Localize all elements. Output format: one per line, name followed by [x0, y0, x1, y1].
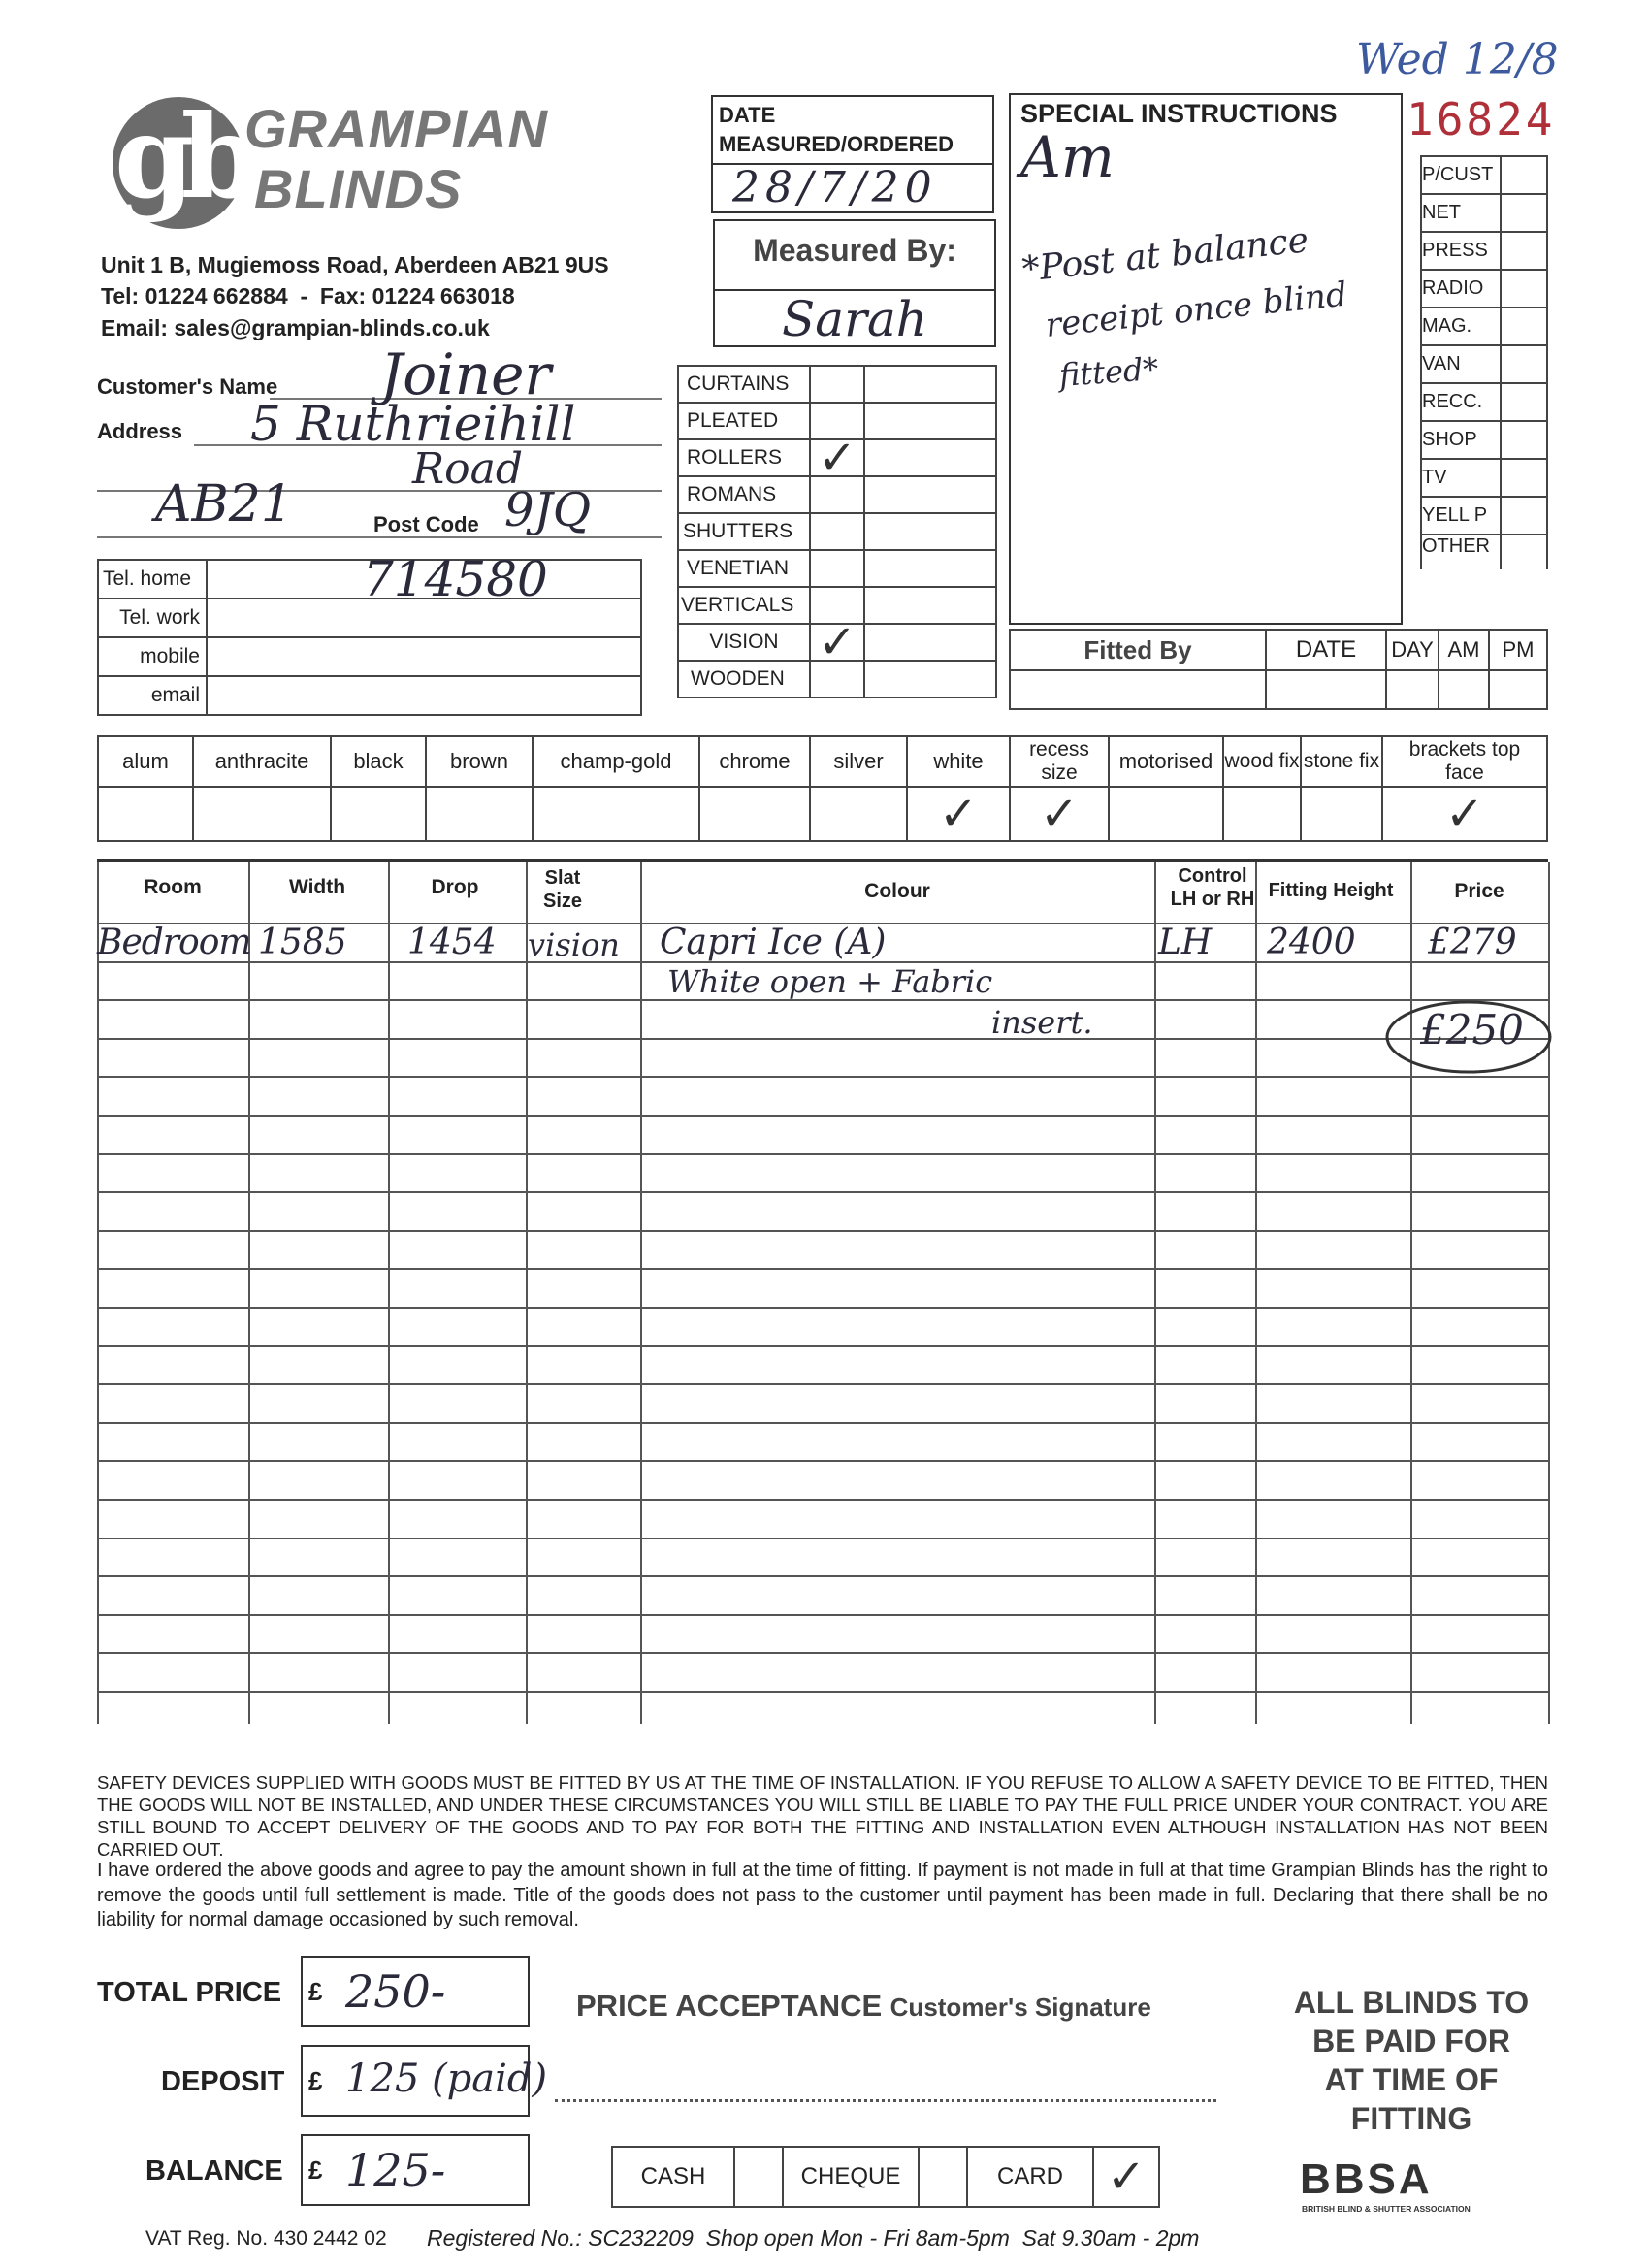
postcode-value: 9JQ: [504, 483, 592, 537]
table-column-line: [1548, 862, 1550, 1724]
table-row-line: [97, 1076, 1548, 1078]
signature-line[interactable]: [555, 2099, 1216, 2102]
vat-number: VAT Reg. No. 430 2442 02: [146, 2227, 387, 2250]
payment-card-label[interactable]: CARD: [967, 2147, 1093, 2207]
option-label: chrome: [699, 736, 810, 787]
source-label: OTHER: [1421, 535, 1501, 569]
balance-value: 125-: [345, 2144, 446, 2196]
logo-mark-text: gb: [114, 89, 248, 224]
bbsa-caption: BRITISH BLIND & SHUTTER ASSOCIATION: [1302, 2204, 1471, 2214]
row-price: £250: [1420, 1006, 1524, 1053]
column-header-colour: Colour: [864, 880, 930, 902]
fitted-by-table: [1009, 629, 1548, 710]
payment-table: [611, 2146, 1160, 2208]
source-label: TV: [1421, 459, 1501, 497]
table-row-line: [97, 1422, 1548, 1424]
notice-line4: FITTING: [1350, 2101, 1472, 2136]
total-price-value: 250-: [345, 1965, 446, 2018]
table-row-line: [97, 1614, 1548, 1616]
table-row-line: [97, 1307, 1548, 1309]
option-label: brackets top face: [1382, 736, 1547, 787]
table-column-line: [97, 862, 99, 1724]
signature-label: Customer's Signature: [889, 1993, 1151, 2022]
balance-label: BALANCE: [146, 2155, 283, 2187]
phone-label: mobile: [98, 637, 207, 676]
option-check: [1223, 787, 1301, 841]
notice-line2: BE PAID FOR: [1312, 2024, 1510, 2058]
option-label: motorised: [1109, 736, 1223, 787]
bbsa-logo: BBSA: [1300, 2155, 1433, 2203]
table-column-line: [1154, 862, 1156, 1724]
table-row-line: [97, 1115, 1548, 1117]
source-label: PRESS: [1421, 232, 1501, 270]
table-row-line: [97, 1191, 1548, 1193]
special-note-am: Am: [1020, 124, 1115, 190]
order-number: 16824: [1406, 93, 1556, 146]
blind-type-label: VENETIAN: [678, 550, 810, 587]
table-row-line: [97, 1345, 1548, 1347]
option-check: [193, 787, 331, 841]
address-line2: Road: [412, 444, 524, 494]
option-label: champ-gold: [533, 736, 699, 787]
payment-cash-check[interactable]: [734, 2147, 783, 2207]
source-label: RADIO: [1421, 270, 1501, 308]
option-check: [699, 787, 810, 841]
special-note-line1: *Post at balance: [1019, 220, 1310, 290]
option-check: ✓: [1382, 787, 1547, 841]
table-column-line: [248, 862, 250, 1724]
special-instructions-label: SPECIAL INSTRUCTIONS: [1020, 99, 1338, 128]
option-label: silver: [810, 736, 907, 787]
blind-type-check: [810, 513, 864, 550]
options-table: [97, 735, 1555, 842]
price-acceptance-label: PRICE ACCEPTANCE: [576, 1989, 883, 2023]
source-label: VAN: [1421, 345, 1501, 383]
customer-name-label: Customer's Name: [97, 374, 278, 399]
measured-by-box: [713, 219, 996, 347]
blind-type-table: [677, 365, 997, 698]
source-label: YELL P: [1421, 497, 1501, 535]
phone-value: [207, 676, 641, 715]
source-label: NET: [1421, 194, 1501, 232]
deposit-box: [301, 2045, 548, 2117]
company-email: Email: sales@grampian-blinds.co.uk: [101, 315, 490, 340]
table-row-line: [97, 1499, 1548, 1501]
blind-type-check: ✓: [810, 439, 864, 476]
table-row-line: [97, 1691, 1548, 1693]
table-row-line: [97, 1460, 1548, 1462]
row-colour: White open + Fabric: [667, 963, 993, 1000]
source-label: SHOP: [1421, 421, 1501, 459]
safety-terms: SAFETY DEVICES SUPPLIED WITH GOODS MUST BE FITTED BY US AT THE TIME OF INSTALLATION. IF YOU REFUSE TO ALLOW A SAFETY DEVICE TO BE FITTED, THEN THE GOODS WILL NOT BE INSTALLED, AND UNDER THESE CIRCUMSTANCES YOU WILL STILL BE LIABLE TO PAY THE FULL PRICE UNDER YOUR CONTRACT. YOU ARE STILL BOUND TO ACCEPT DELIVERY OF THE GOODS AND TO PAY FOR BOTH THE FITTING AND INSTALLATION EVEN ALTHOUGH INSTALLATION HAS NOT BEEN CARRIED OUT.: [97, 1772, 1548, 1860]
option-check: [533, 787, 699, 841]
customer-name-value: Joiner: [380, 341, 552, 407]
payment-cheque-check[interactable]: [919, 2147, 967, 2207]
agreement-terms: I have ordered the above goods and agree to pay the amount shown in full at the time of fitting. If payment is not made in full at that time Grampian Blinds has the right to remove the goods until full settlement is made. Title of the goods does not pass to the customer until payment has been made in full. Declaring that there shall be no liability for normal damage occasioned by such removal.: [97, 1860, 1548, 1930]
blind-type-label: ROLLERS: [678, 439, 810, 476]
row-colour: insert.: [991, 1004, 1093, 1041]
payment-card-check[interactable]: ✓: [1093, 2147, 1159, 2207]
address-line1: 5 Ruthrieihill: [250, 396, 576, 452]
blind-type-check: [810, 550, 864, 587]
source-table: [1420, 155, 1548, 569]
blind-type-check: ✓: [810, 624, 864, 661]
table-column-line: [1410, 862, 1412, 1724]
currency-symbol: £: [308, 2066, 323, 2095]
option-check: [331, 787, 426, 841]
phone-label: Tel. home: [98, 560, 207, 599]
row-colour: Capri Ice (A): [660, 923, 887, 962]
fitted-date-label: DATE: [1266, 630, 1386, 670]
option-label: white: [907, 736, 1010, 787]
table-row-line: [97, 1153, 1548, 1155]
company-address: Unit 1 B, Mugiemoss Road, Aberdeen AB21 9US: [101, 252, 609, 277]
date-label-line2: MEASURED/ORDERED: [719, 132, 954, 156]
source-label: P/CUST: [1421, 156, 1501, 194]
total-price-label: TOTAL PRICE: [97, 1977, 282, 2008]
blind-type-label: CURTAINS: [678, 366, 810, 403]
postcode-label: Post Code: [373, 512, 479, 536]
table-row-line: [97, 1230, 1548, 1232]
row-slat-size: vision: [528, 926, 620, 963]
row-fitting-height: 2400: [1267, 923, 1356, 962]
row-room: Bedroom: [97, 923, 251, 962]
deposit-label: DEPOSIT: [161, 2066, 285, 2097]
table-row-line: [97, 1575, 1548, 1577]
payment-notice: [1261, 1983, 1562, 2138]
option-label: black: [331, 736, 426, 787]
special-note-line2: receipt once blind: [1043, 275, 1349, 345]
option-check: ✓: [907, 787, 1010, 841]
annotation-date: Wed 12/8: [1356, 35, 1559, 84]
notice-line1: ALL BLINDS TO: [1293, 1985, 1530, 2020]
currency-symbol: £: [308, 1977, 323, 2006]
option-label: wood fix: [1223, 736, 1301, 787]
logo: [101, 89, 248, 231]
option-check: [426, 787, 533, 841]
column-header-control: Control LH or RH: [1170, 865, 1255, 910]
special-instructions-box: [1009, 93, 1403, 625]
price-acceptance: [576, 1989, 1151, 2024]
table-row-line: [97, 1383, 1548, 1385]
phone-value: [207, 637, 641, 676]
option-label: recess size: [1010, 736, 1109, 787]
registered-info: Registered No.: SC232209 Shop open Mon - Fri 8am-5pm Sat 9.30am - 2pm: [427, 2225, 1200, 2251]
address-label: Address: [97, 419, 183, 443]
row-price: £279: [1428, 923, 1517, 962]
company-phone: Tel: 01224 662884 - Fax: 01224 663018: [101, 283, 515, 308]
order-table: [97, 859, 1548, 1724]
price-circle-icon: [1383, 998, 1554, 1076]
table-column-line: [640, 862, 642, 1724]
postcode-prefix: AB21: [155, 475, 293, 534]
blind-type-label: WOODEN: [678, 661, 810, 697]
date-label-line1: DATE: [719, 103, 776, 127]
option-label: stone fix: [1301, 736, 1382, 787]
blind-type-label: ROMANS: [678, 476, 810, 513]
notice-line3: AT TIME OF: [1324, 2062, 1499, 2097]
row-width: 1585: [258, 923, 347, 962]
row-drop: 1454: [407, 923, 497, 962]
column-header-fitting-height: Fitting Height: [1268, 880, 1394, 901]
table-column-line: [1255, 862, 1257, 1724]
blind-type-label: VERTICALS: [678, 587, 810, 624]
blind-type-label: VISION: [678, 624, 810, 661]
table-column-line: [526, 862, 528, 1724]
table-row-line: [97, 1538, 1548, 1539]
date-measured-value: 28/7/20: [732, 163, 938, 212]
payment-cash-label[interactable]: CASH: [612, 2147, 734, 2207]
payment-cheque-label[interactable]: CHEQUE: [783, 2147, 919, 2207]
option-check: ✓: [1010, 787, 1109, 841]
measured-by-label: Measured By:: [753, 233, 956, 268]
table-row-line: [97, 1038, 1548, 1040]
column-header-room: Room: [144, 876, 202, 898]
phone-label: email: [98, 676, 207, 715]
phone-label: Tel. work: [98, 599, 207, 637]
option-check: [1301, 787, 1382, 841]
total-price-box: [301, 1956, 530, 2027]
column-header-slat-size: Slat Size: [542, 867, 583, 912]
deposit-value: 125 (paid): [345, 2057, 548, 2101]
option-label: brown: [426, 736, 533, 787]
blind-type-label: SHUTTERS: [678, 513, 810, 550]
blind-type-check: [810, 366, 864, 403]
currency-symbol: £: [308, 2155, 323, 2185]
date-measured-box: [711, 95, 994, 213]
source-label: RECC.: [1421, 383, 1501, 421]
fitted-day-label: DAY: [1386, 630, 1439, 670]
table-row-line: [97, 1652, 1548, 1654]
row-control: LH: [1158, 923, 1212, 962]
table-column-line: [388, 862, 390, 1724]
column-header-drop: Drop: [431, 876, 479, 898]
source-label: MAG.: [1421, 308, 1501, 345]
column-header-price: Price: [1454, 880, 1504, 902]
option-check: [810, 787, 907, 841]
option-label: alum: [98, 736, 193, 787]
table-row-line: [97, 1268, 1548, 1270]
option-check: [1109, 787, 1223, 841]
fitted-by-label: Fitted By: [1010, 630, 1266, 670]
option-check: [98, 787, 193, 841]
special-note-line3: fitted*: [1057, 349, 1160, 394]
company-name-line1: GRAMPIAN: [244, 98, 548, 159]
column-header-width: Width: [288, 876, 346, 898]
option-label: anthracite: [193, 736, 331, 787]
phone-table: [97, 551, 642, 716]
fitted-pm-label: PM: [1489, 630, 1547, 670]
company-name-line2: BLINDS: [254, 158, 463, 219]
fitted-am-label: AM: [1439, 630, 1489, 670]
phone-value: 714580: [207, 560, 641, 599]
blind-type-label: PLEATED: [678, 403, 810, 439]
measured-by-value: Sarah: [782, 291, 927, 347]
balance-box: [301, 2134, 530, 2206]
